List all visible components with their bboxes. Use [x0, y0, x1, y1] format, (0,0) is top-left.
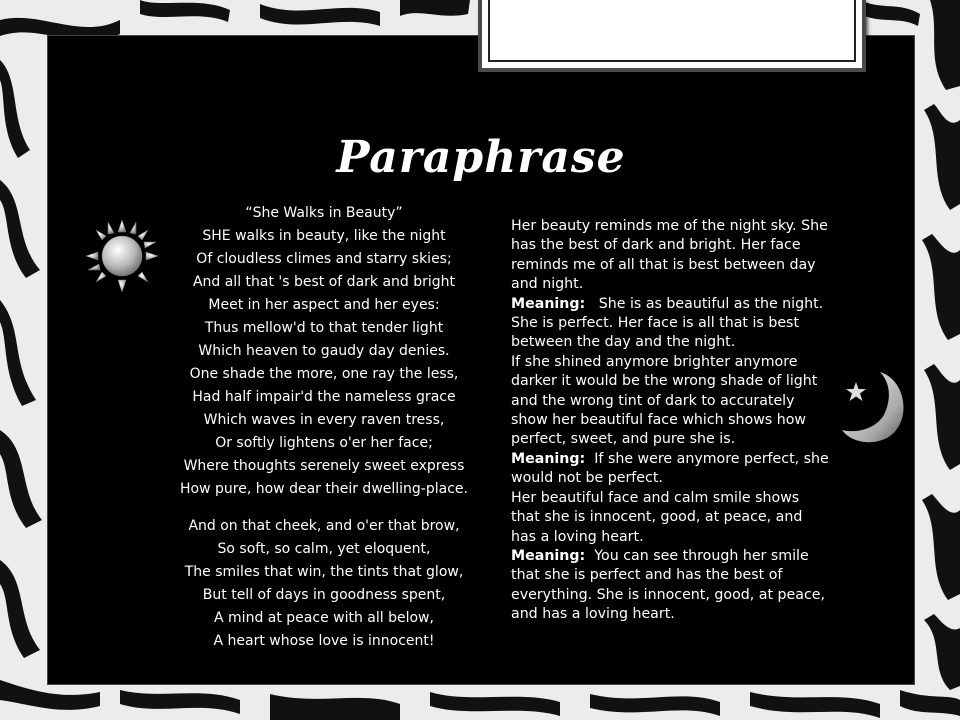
meaning-entry — [511, 295, 829, 353]
meaning-entry — [511, 547, 829, 625]
paraphrase-text: If she shined anymore brighter anymore darker it would be the wrong shade of light and the wrong tint of dark to accurately show her beautiful face which shows how perfect, sweet, and pure she is. — [511, 353, 818, 448]
moon-star-icon — [836, 368, 912, 448]
poem-heading: “She Walks in Beauty” — [245, 205, 403, 221]
poem-column — [160, 205, 488, 656]
poem-line: The smiles that win, the tints that glow, — [184, 564, 464, 580]
poem-line: Thus mellow'd to that tender light — [204, 320, 444, 336]
meaning-label: Meaning: — [511, 450, 586, 467]
poem-line: Or softly lightens o'er her face; — [215, 435, 433, 451]
poem-line: A heart whose love is innocent! — [213, 633, 435, 649]
slide-title: Paraphrase — [336, 132, 626, 183]
meaning-text: If she were anymore perfect, she would not be perfect. — [511, 450, 829, 487]
paraphrase-text: Her beautiful face and calm smile shows that she is innocent, good, at peace, and has a loving heart. — [511, 489, 803, 545]
poem-line: Of cloudless climes and starry skies; — [196, 251, 452, 267]
poem-line: How pure, how dear their dwelling-place. — [180, 481, 468, 497]
picture-frame — [478, 0, 866, 72]
paraphrase-text: Her beauty reminds me of the night sky. She has the best of dark and bright. Her face reminds me of all that is best between day and night. — [511, 218, 828, 293]
poem-line: Meet in her aspect and her eyes: — [208, 297, 440, 313]
poem-line: One shade the more, one ray the less, — [189, 366, 459, 382]
poem-line: And all that 's best of dark and bright — [192, 274, 456, 290]
poem-line: And on that cheek, and o'er that brow, — [188, 518, 460, 534]
stanza-gap — [160, 504, 488, 518]
paraphrase-column — [511, 217, 829, 625]
meaning-entry — [511, 450, 829, 489]
sun-icon — [84, 218, 160, 294]
poem-line: Which heaven to gaudy day denies. — [198, 343, 450, 359]
meaning-text: She is as beautiful as the night. She is perfect. Her face is all that is best between the day and the night. — [511, 295, 824, 351]
meaning-label: Meaning: — [511, 547, 586, 564]
meaning-label: Meaning: — [511, 295, 586, 312]
picture-frame-inner — [488, 0, 856, 62]
poem-line: Which waves in every raven tress, — [203, 412, 445, 428]
poem-line: SHE walks in beauty, like the night — [202, 228, 446, 244]
poem-line: Where thoughts serenely sweet express — [183, 458, 465, 474]
meaning-text: You can see through her smile that she is perfect and has the best of everything. She is innocent, good, at peace, and has a loving heart. — [511, 547, 826, 623]
poem-line: So soft, so calm, yet eloquent, — [217, 541, 431, 557]
poem-line: Had half impair'd the nameless grace — [192, 389, 456, 405]
poem-line: But tell of days in goodness spent, — [202, 587, 446, 603]
poem-line: A mind at peace with all below, — [214, 610, 434, 626]
